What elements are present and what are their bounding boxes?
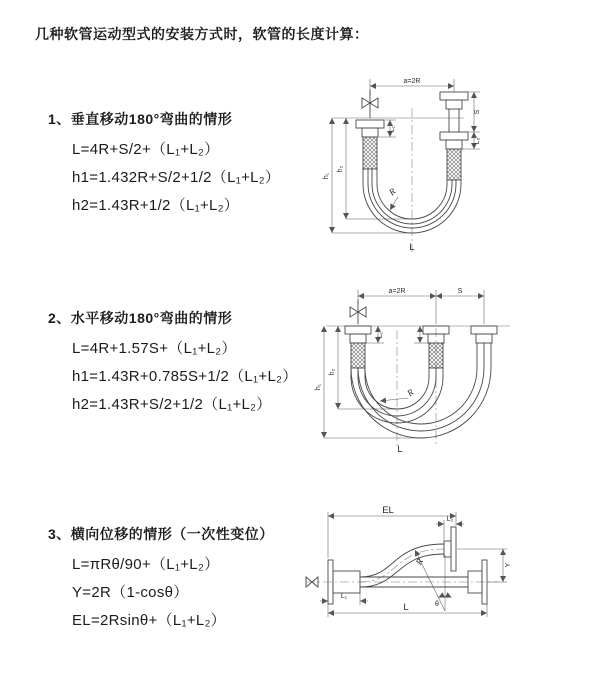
dim-label-r: R [386, 186, 398, 198]
page-title: 几种软管运动型式的安装方式时，软管的长度计算： [35, 26, 369, 42]
dim-label-l-total: L [403, 602, 409, 613]
dim-label-r: R [413, 556, 426, 567]
u-bend-hose-position-2 [351, 368, 491, 438]
dim-label-l1: L₁ [389, 125, 396, 133]
valve-icon [350, 300, 366, 324]
dim-label-h2: h₂ [337, 165, 344, 173]
dim-label-s: S [474, 109, 481, 115]
section-3-formula-l: L=πRθ/90+（L₁+L₂） [72, 556, 220, 573]
dim-label-a2r: a=2R [403, 78, 421, 85]
dim-label-a2r: a=2R [388, 288, 406, 295]
dim-label-l-total: L [397, 444, 403, 455]
section-3-formula-el: EL=2Rsinθ+（L₁+L₂） [72, 612, 226, 629]
dim-label-el: EL [382, 505, 394, 516]
dim-label-theta: θ [435, 601, 439, 608]
dim-label-h1: h₁ [323, 172, 330, 180]
dim-label-h2: h₂ [329, 368, 336, 376]
section-1-formula-l: L=4R+S/2+（L₁+L₂） [72, 141, 220, 158]
diagram-horizontal-180-bend [308, 282, 600, 467]
section-3-heading: 3、横向位移的情形（一次性变位） [48, 526, 274, 542]
dim-label-s: S [457, 288, 463, 295]
braided-hose-section [429, 343, 443, 368]
right-upper-fitting [440, 92, 468, 132]
diagram-vertical-180-bend [312, 72, 600, 267]
section-2-formula-h2: h2=1.43R+S/2+1/2（L₁+L₂） [72, 396, 272, 413]
dim-label-y: Y [505, 562, 512, 568]
dim-label-l2: L₂ [446, 516, 454, 523]
dim-label-h1: h₁ [315, 383, 322, 391]
dim-label-l2: L₂ [474, 137, 481, 145]
section-1-heading: 1、垂直移动180°弯曲的情形 [48, 111, 233, 127]
braided-hose-section [363, 137, 377, 169]
dim-label-l-total: L [409, 242, 415, 253]
upper-flange-fitting [444, 527, 456, 571]
right-lower-fitting [440, 132, 468, 180]
left-fitting [356, 120, 384, 169]
section-2-formula-l: L=4R+1.57S+（L₁+L₂） [72, 340, 237, 357]
dim-label-l1: L₁ [377, 331, 384, 339]
dim-label-l1: L₁ [340, 593, 348, 600]
hose-assembly [306, 527, 487, 604]
dimension-lines [320, 512, 507, 617]
section-1-formula-h2: h2=1.43R+1/2（L₁+L₂） [72, 197, 240, 214]
braided-hose-section [447, 149, 461, 180]
left-fitting [345, 326, 371, 368]
section-3-formula-y: Y=2R（1-cosθ） [72, 584, 189, 601]
diagram-lateral-displacement [298, 503, 600, 645]
hose-assembly [345, 300, 497, 438]
valve-icon [362, 90, 378, 118]
section-2-formula-h1: h1=1.43R+0.785S+1/2（L₁+L₂） [72, 368, 298, 385]
dim-label-r: R [405, 386, 416, 399]
braided-hose-section [351, 343, 365, 368]
section-1-formula-h1: h1=1.432R+S/2+1/2（L₁+L₂） [72, 169, 281, 186]
section-2-heading: 2、水平移动180°弯曲的情形 [48, 310, 233, 326]
right-fitting [471, 326, 497, 368]
